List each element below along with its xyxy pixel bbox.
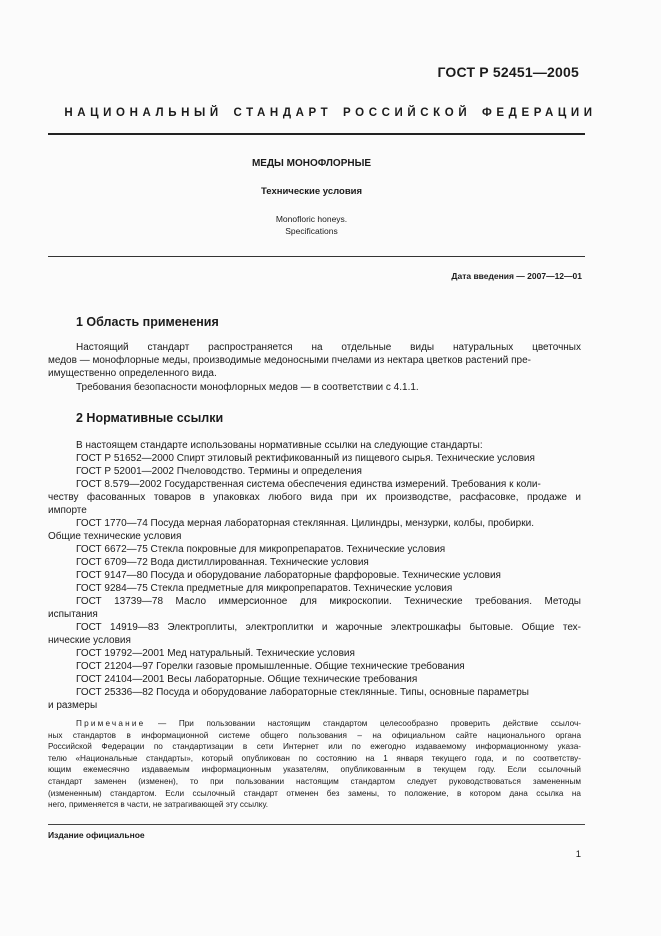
note-line xyxy=(48,718,581,730)
note-line: телю «Национальные стандарты», который опубликован по состоянию на 1 января текущего года, и по соответству- xyxy=(48,753,581,763)
note-line: ных стандартов в информационной системе общего пользования – на официальном сайте национального органа xyxy=(48,730,581,740)
reference-continuation: честву фасованных товаров в упаковках любого вида при их производстве, расфасовке, продаже и xyxy=(48,492,581,503)
section-1-para-2: Требования безопасности монофлорных медов — в соответствии с 4.1.1. xyxy=(76,382,419,393)
introduction-date: Дата введения — 2007—12—01 xyxy=(451,271,582,281)
note-line: него, применяется в части, не затрагивающей эту ссылку. xyxy=(48,800,269,810)
document-number: ГОСТ Р 52451—2005 xyxy=(437,64,579,80)
note-text: — При пользовании настоящим стандартом целесообразно проверить действие ссылоч- xyxy=(145,719,581,728)
note-line: стандарт заменен (изменен), то при пользовании настоящим стандартом следует руководствоваться замененным xyxy=(48,776,581,786)
section-1-heading: 1 Область применения xyxy=(76,315,219,329)
reference-line: ГОСТ 6672—75 Стекла покровные для микропрепаратов. Технические условия xyxy=(76,544,446,555)
section-1-para-1-line-1: Настоящий стандарт распространяется на отдельные виды натуральных цветочных xyxy=(76,342,581,353)
reference-line: ГОСТ 9284—75 Стекла предметные для микропрепаратов. Технические условия xyxy=(76,583,453,594)
reference-line: ГОСТ 8.579—2002 Государственная система обеспечения единства измерений. Требования к коли- xyxy=(76,479,541,490)
reference-line: ГОСТ Р 52001—2002 Пчеловодство. Термины и определения xyxy=(76,466,362,477)
edition-label: Издание официальное xyxy=(48,830,145,840)
note-line: Российской Федерации по стандартизации в сети Интернет или по ежегодно издаваемому информационному указа- xyxy=(48,742,581,752)
reference-continuation: нические условия xyxy=(48,635,131,646)
section-1-para-1-line-3: имущественно определенного вида. xyxy=(48,368,217,379)
reference-line: ГОСТ Р 51652—2000 Спирт этиловый ректификованный из пищевого сырья. Технические условия xyxy=(76,453,535,464)
national-standard-banner: НАЦИОНАЛЬНЫЙ СТАНДАРТ РОССИЙСКОЙ ФЕДЕРАЦИИ xyxy=(64,107,597,119)
reference-line: ГОСТ 21204—97 Горелки газовые промышленные. Общие технические требования xyxy=(76,661,465,672)
section-2-heading: 2 Нормативные ссылки xyxy=(76,411,224,425)
reference-line: ГОСТ 14919—83 Электроплиты, электроплитки и жарочные электрошкафы бытовые. Общие тех- xyxy=(76,622,581,633)
reference-continuation: Общие технические условия xyxy=(48,531,182,542)
page-number: 1 xyxy=(575,849,581,860)
reference-continuation: и размеры xyxy=(48,700,98,711)
reference-continuation: импорте xyxy=(48,505,87,516)
reference-line: ГОСТ 19792—2001 Мед натуральный. Технические условия xyxy=(76,648,355,659)
reference-line: ГОСТ 24104—2001 Весы лабораторные. Общие технические требования xyxy=(76,674,418,685)
footer-rule xyxy=(48,824,585,825)
reference-line: ГОСТ 13739—78 Масло иммерсионное для микроскопии. Технические требования. Методы xyxy=(76,596,581,607)
reference-line: ГОСТ 9147—80 Посуда и оборудование лабораторные фарфоровые. Технические условия xyxy=(76,570,501,581)
reference-line: ГОСТ 6709—72 Вода дистиллированная. Технические условия xyxy=(76,557,369,568)
note-line: ющим ежемесячно издаваемым информационным указателям, опубликованным в текущем году. Если ссылочный xyxy=(48,765,581,775)
reference-line: ГОСТ 25336—82 Посуда и оборудование лабораторные стеклянные. Типы, основные параметры xyxy=(76,687,529,698)
english-title-line-1: Monofloric honeys. xyxy=(275,214,348,224)
section-1-para-1-line-2: медов — монофлорные меды, производимые медоносными пчелами из нектара цветков растений пре- xyxy=(48,355,531,366)
reference-continuation: испытания xyxy=(48,609,98,620)
header-rule xyxy=(48,133,585,135)
reference-line: ГОСТ 1770—74 Посуда мерная лабораторная стеклянная. Цилиндры, мензурки, колбы, пробирки. xyxy=(76,518,534,529)
note-label: Примечание xyxy=(76,719,146,728)
document-title: МЕДЫ МОНОФЛОРНЫЕ xyxy=(251,158,372,169)
section-2-intro: В настоящем стандарте использованы нормативные ссылки на следующие стандарты: xyxy=(76,440,483,451)
note-block xyxy=(48,718,581,811)
note-line: (измененным) стандартом. Если ссылочный стандарт отменен без замены, то положение, в котором дана ссылка на xyxy=(48,788,581,798)
title-rule xyxy=(48,256,585,257)
english-title-line-2: Specifications xyxy=(285,226,338,236)
document-subtitle: Технические условия xyxy=(260,186,363,197)
english-title xyxy=(0,213,623,237)
